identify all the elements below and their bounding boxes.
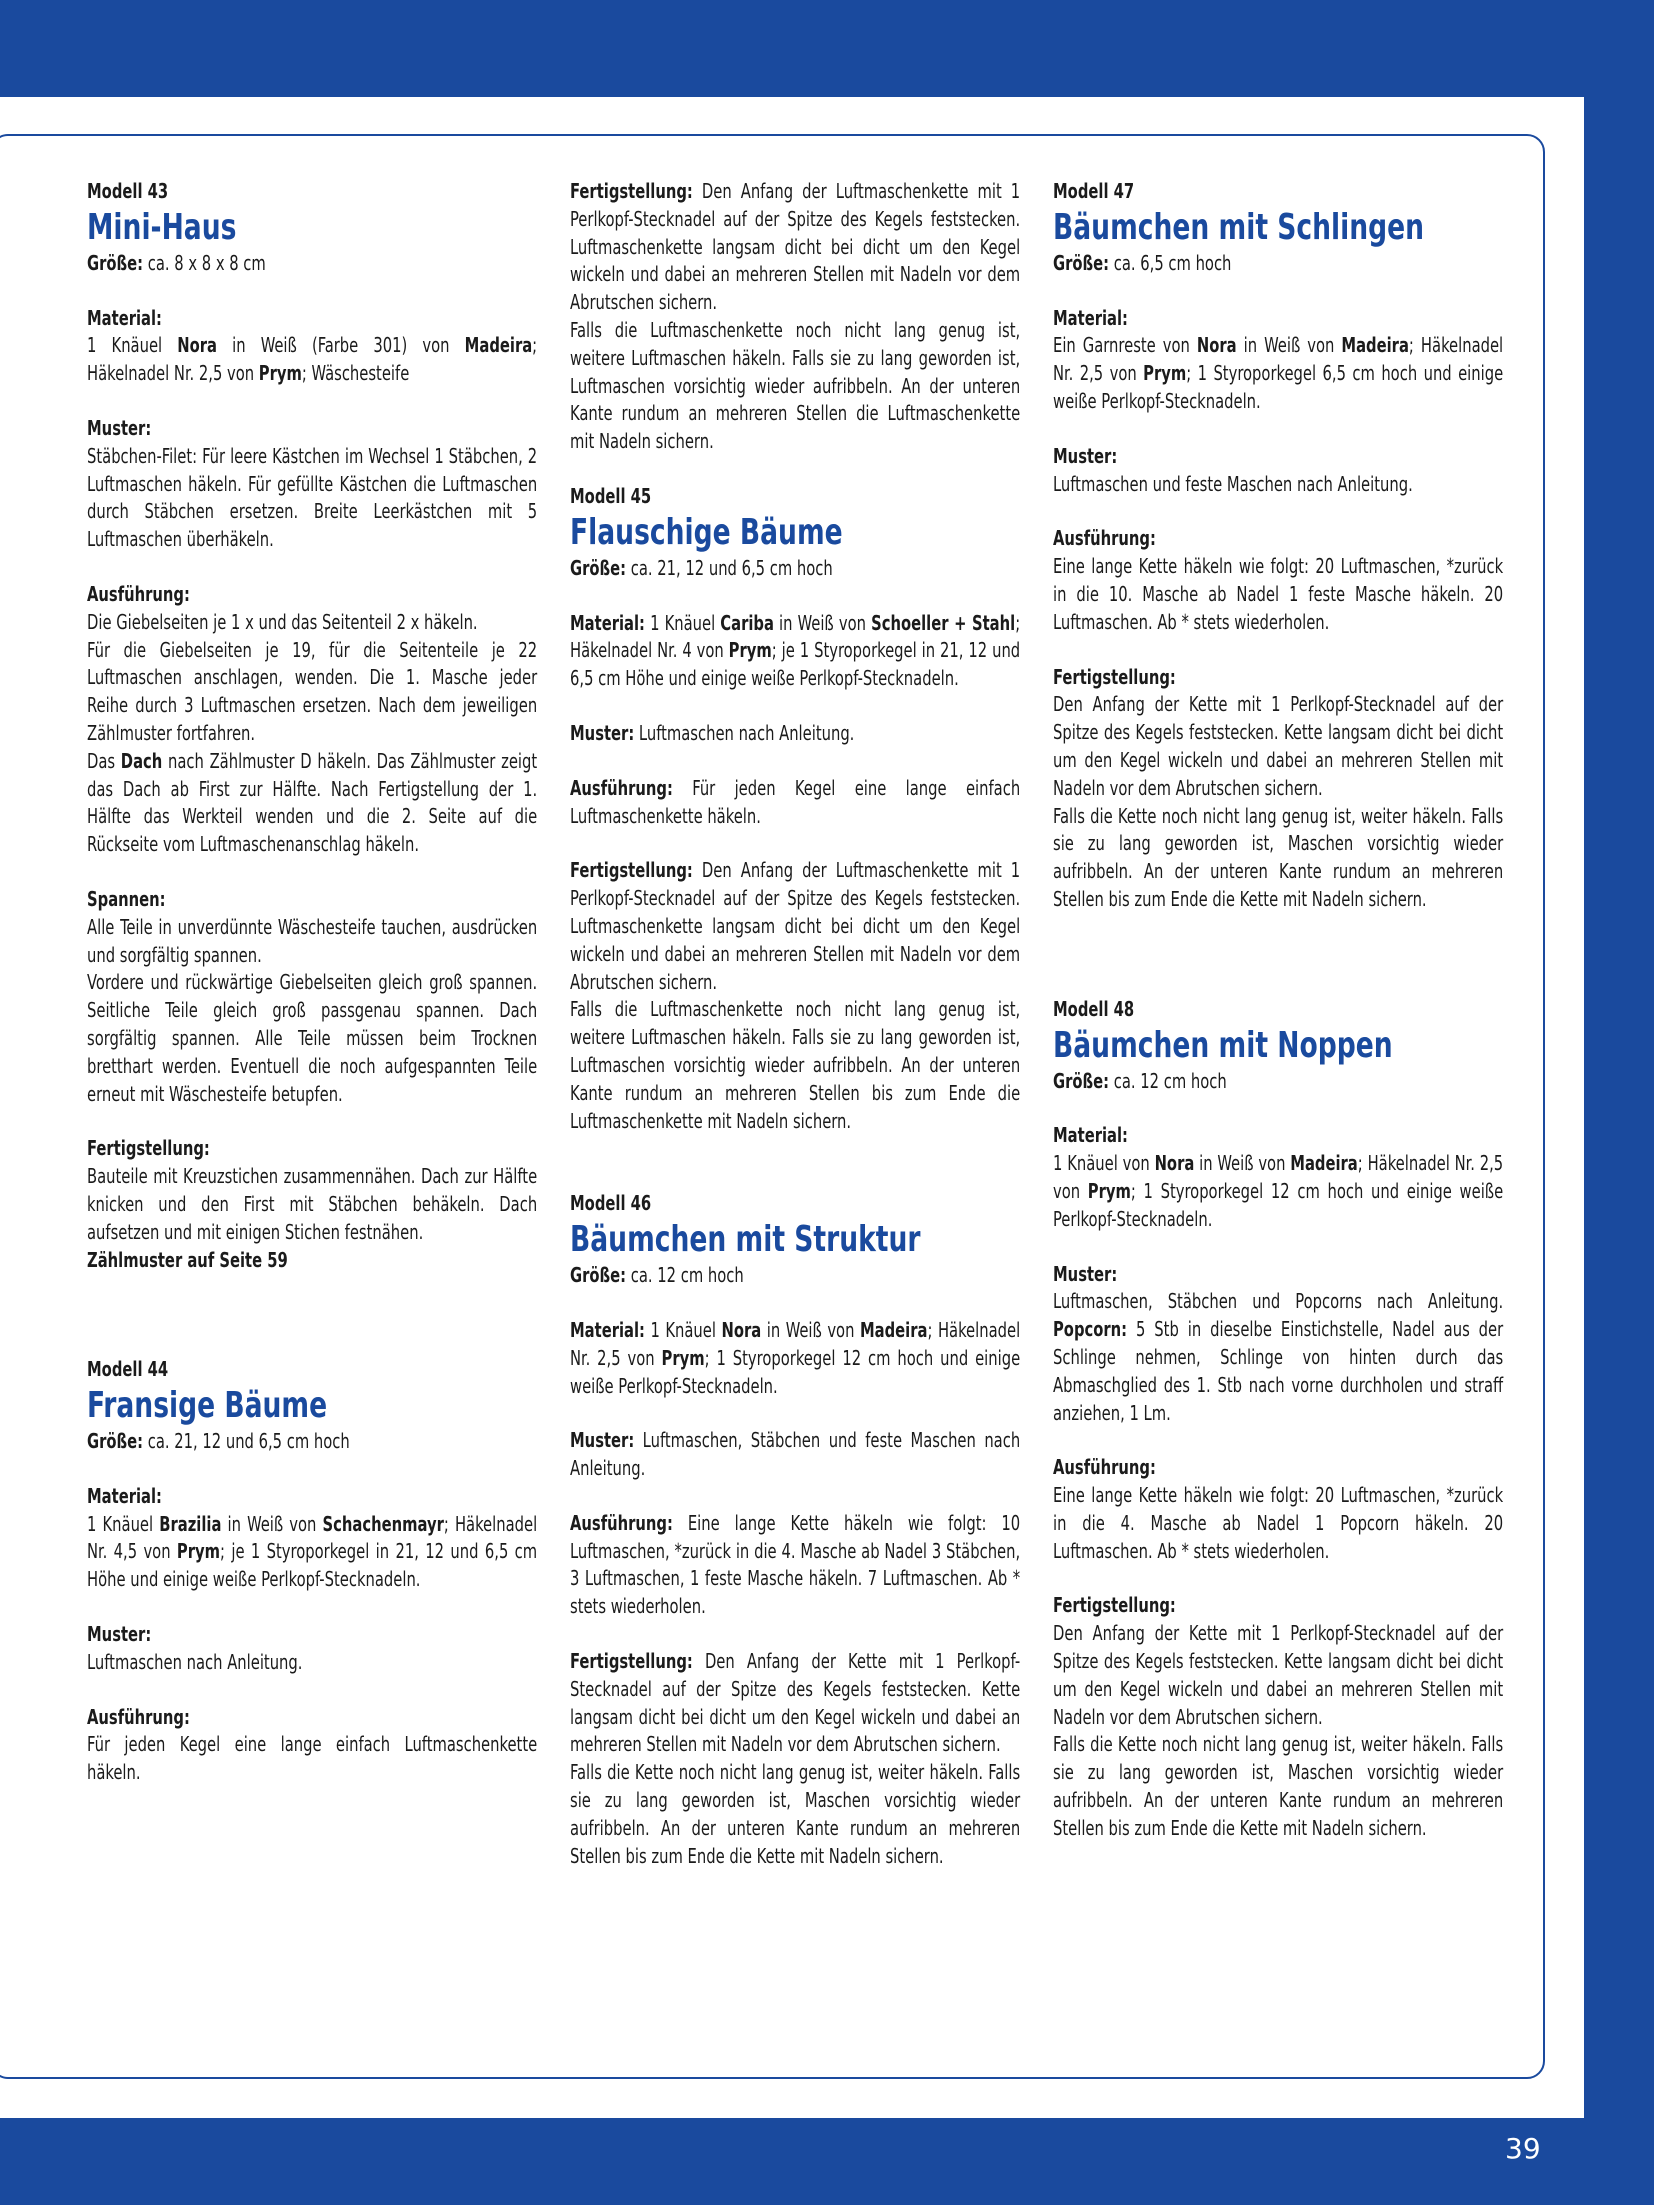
model-title: Fransige Bäume [87,1385,328,1427]
material-heading: Material: [87,305,162,330]
finish-text: Den Anfang der Kette mit 1 Perlkopf-Stecknadel auf der Spitze des Kegels feststecken. Kette langsam dicht bei dicht um den Kegel wickeln und dabei an mehreren Stellen mit Nadeln vor dem Abrutschen sichern. [1053,692,1504,800]
pattern-text: Luftmaschen, Stäbchen und Popcorns nach Anleitung. Popcorn: 5 Stb in dieselbe Einstichstelle, Nadel aus der Schlinge nehmen, Schlinge von hinten durch das Abmaschglied des 1. Stb nach vorne durchholen und straff anziehen, 1 Lm. [1053,1289,1504,1425]
finish-text: Bauteile mit Kreuzstichen zusammennähen. Dach zur Hälfte knicken und den First mit Stäbchen behäkeln. Dach aufsetzen und mit einigen Stichen festnähen. [87,1164,538,1244]
column-3 [1053,178,1503,1843]
execution-text: Die Giebelseiten je 1 x und das Seitenteil 2 x häkeln. [87,609,478,634]
execution-text: Das Dach nach Zählmuster D häkeln. Das Zählmuster zeigt das Dach ab First zur Hälfte. Nach Fertigstellung der 1. Hälfte das Werkteil wenden und die 2. Seite auf die Rückseite vom Luftmaschenanschlag häkeln. [87,748,538,857]
size-line: Größe: ca. 6,5 cm hoch [1053,250,1232,275]
size-line: Größe: ca. 21, 12 und 6,5 cm hoch [570,555,833,580]
tension-text: Vordere und rückwärtige Giebelseiten gleich groß spannen. Seitliche Teile gleich groß passgenau spannen. Dach sorgfältig spannen. Alle Teile müssen beim Trocknen bretthart werden. Eventuell die noch aufgespannten Teile erneut mit Wäschesteife betupfen. [87,970,538,1106]
column-2 [570,178,1020,1870]
material-text: 1 Knäuel von Nora in Weiß von Madeira; Häkelnadel Nr. 2,5 von Prym; 1 Styroporkegel 12 cm hoch und einige weiße Perlkopf-Stecknadeln. [1053,1151,1504,1231]
pattern-text: Luftmaschen und feste Maschen nach Anleitung. [1053,471,1413,496]
chart-reference: Zählmuster auf Seite 59 [87,1247,288,1272]
material-text: Ein Garnreste von Nora in Weiß von Madeira; Häkelnadel Nr. 2,5 von Prym; 1 Styroporkegel 6,5 cm hoch und einige weiße Perlkopf-Stecknadeln. [1053,333,1504,413]
material-text: 1 Knäuel Nora in Weiß (Farbe 301) von Madeira; Häkelnadel Nr. 2,5 von Prym; Wäschesteife [87,333,538,386]
page-number: 39 [1505,2132,1541,2165]
size-line: Größe: ca. 21, 12 und 6,5 cm hoch [87,1429,350,1454]
material-text: Material: 1 Knäuel Nora in Weiß von Madeira; Häkelnadel Nr. 2,5 von Prym; 1 Styroporkegel 12 cm hoch und einige weiße Perlkopf-Stecknadeln. [570,1317,1021,1398]
execution-heading: Ausführung: [1053,526,1156,551]
model-number: Modell 46 [570,1191,652,1216]
material-heading: Material: [87,1483,162,1508]
execution-text: Für die Giebelseiten je 19, für die Seitenteile je 22 Luftmaschen anschlagen, wenden. Die 1. Masche jeder Reihe durch 3 Luftmaschen ersetzen. Nach dem jeweiligen Zählmuster fortfahren. [87,637,538,745]
pattern-text: Muster: Luftmaschen nach Anleitung. [570,720,855,745]
model-title: Bäumchen mit Schlingen [1053,206,1425,248]
model-number: Modell 45 [570,483,652,508]
finish-text: Fertigstellung: Den Anfang der Luftmaschenkette mit 1 Perlkopf-Stecknadel auf der Spitze des Kegels feststecken. Luftmaschenkette langsam dicht bei dicht um den Kegel wickeln und dabei an mehreren Stellen mit Nadeln vor dem Abrutschen sichern. [570,858,1021,994]
material-heading: Material: [1053,305,1128,330]
finish-text: Den Anfang der Kette mit 1 Perlkopf-Stecknadel auf der Spitze des Kegels feststecken. Kette langsam dicht bei dicht um den Kegel wickeln und dabei an mehreren Stellen mit Nadeln vor dem Abrutschen sichern. [1053,1621,1504,1729]
execution-text: Eine lange Kette häkeln wie folgt: 20 Luftmaschen, *zurück in die 4. Masche ab Nadel 1 Popcorn häkeln. 20 Luftmaschen. Ab * stets wiederholen. [1053,1483,1504,1563]
execution-heading: Ausführung: [1053,1455,1156,1480]
model-number: Modell 47 [1053,179,1135,203]
size-line: Größe: ca. 12 cm hoch [1053,1068,1227,1093]
pattern-heading: Muster: [1053,1261,1118,1286]
finish-text: Fertigstellung: Den Anfang der Luftmaschenkette mit 1 Perlkopf-Stecknadel auf der Spitze des Kegels feststecken. Luftmaschenkette langsam dicht bei dicht um den Kegel wickeln und dabei an mehreren Stellen mit Nadeln vor dem Abrutschen sichern. [570,179,1021,315]
pattern-heading: Muster: [1053,443,1118,468]
finish-heading: Fertigstellung: [1053,1593,1176,1618]
finish-text: Fertigstellung: Den Anfang der Kette mit 1 Perlkopf-Stecknadel auf der Spitze des Kegels feststecken. Kette langsam dicht bei dicht um den Kegel wickeln und dabei an mehreren Stellen mit Nadeln vor dem Abrutschen sichern. [570,1649,1021,1757]
execution-heading: Ausführung: [87,1704,190,1729]
pattern-heading: Muster: [87,415,152,440]
pattern-text: Muster: Luftmaschen, Stäbchen und feste Maschen nach Anleitung. [570,1428,1021,1481]
execution-heading: Ausführung: [87,581,190,606]
execution-text: Für jeden Kegel eine lange einfach Luftmaschenkette häkeln. [87,1732,538,1785]
finish-text: Falls die Kette noch nicht lang genug ist, weiter häkeln. Falls sie zu lang geworden ist, Maschen vorsichtig wieder aufribbeln. An der unteren Kante rundum an mehreren Stellen bis zum Ende die Kette mit Nadeln sichern. [1053,1732,1504,1840]
size-line: Größe: ca. 12 cm hoch [570,1263,744,1288]
execution-text: Ausführung: Für jeden Kegel eine lange einfach Luftmaschenkette häkeln. [570,775,1021,828]
execution-text: Eine lange Kette häkeln wie folgt: 20 Luftmaschen, *zurück in die 10. Masche ab Nadel 1 feste Masche häkeln. 20 Luftmaschen. Ab * stets wiederholen. [1053,554,1504,634]
material-heading: Material: [1053,1123,1128,1148]
finish-text: Falls die Kette noch nicht lang genug ist, weiter häkeln. Falls sie zu lang geworden ist, Maschen vorsichtig wieder aufribbeln. An der unteren Kante rundum an mehreren Stellen bis zum Ende die Kette mit Nadeln sichern. [570,1760,1021,1868]
tension-heading: Spannen: [87,886,166,911]
model-title: Flauschige Bäume [570,511,843,553]
pattern-text: Luftmaschen nach Anleitung. [87,1649,303,1674]
pattern-text: Stäbchen-Filet: Für leere Kästchen im Wechsel 1 Stäbchen, 2 Luftmaschen häkeln. Für gefüllte Kästchen die Luftmaschen durch Stäbchen ersetzen. Breite Leerkästchen mit 5 Luftmaschen überhäkeln. [87,443,538,552]
model-title: Mini-Haus [87,206,237,248]
model-title: Bäumchen mit Noppen [1053,1024,1393,1066]
finish-text: Falls die Luftmaschenkette noch nicht lang genug ist, weitere Luftmaschen häkeln. Falls sie zu lang geworden ist, Luftmaschen vorsichtig wieder aufribbeln. An der unteren Kante rundum an mehreren Stellen bis zum Ende die Luftmaschenkette mit Nadeln sichern. [570,997,1021,1133]
material-text: Material: 1 Knäuel Cariba in Weiß von Schoeller + Stahl; Häkelnadel Nr. 4 von Prym; je 1 Styroporkegel in 21, 12 und 6,5 cm Höhe und einige weiße Perlkopf-Stecknadeln. [570,610,1021,691]
finish-heading: Fertigstellung: [1053,664,1176,689]
finish-text: Falls die Luftmaschenkette noch nicht lang genug ist, weitere Luftmaschen häkeln. Falls sie zu lang geworden ist, Luftmaschen vorsichtig wieder aufribbeln. An der unteren Kante rundum an mehreren Stellen die Luftmaschenkette mit Nadeln sichern. [570,317,1021,454]
column-1 [87,178,537,1787]
tension-text: Alle Teile in unverdünnte Wäschesteife tauchen, ausdrücken und sorgfältig spannen. [87,914,538,967]
model-number: Modell 44 [87,1357,169,1382]
model-number: Modell 48 [1053,996,1135,1021]
finish-text: Falls die Kette noch nicht lang genug ist, weiter häkeln. Falls sie zu lang geworden ist, Maschen vorsichtig wieder aufribbeln. An der unteren Kante rundum an mehreren Stellen bis zum Ende die Kette mit Nadeln sichern. [1053,803,1504,911]
model-number: Modell 43 [87,179,169,203]
material-text: 1 Knäuel Brazilia in Weiß von Schachenmayr; Häkelnadel Nr. 4,5 von Prym; je 1 Styroporkegel in 21, 12 und 6,5 cm Höhe und einige weiße Perlkopf-Stecknadeln. [87,1511,538,1592]
finish-heading: Fertigstellung: [87,1136,210,1161]
execution-text: Ausführung: Eine lange Kette häkeln wie folgt: 10 Luftmaschen, *zurück in die 4. Masche ab Nadel 3 Stäbchen, 3 Luftmaschen, 1 feste Masche häkeln. 7 Luftmaschen. Ab * stets wiederholen. [570,1510,1021,1619]
model-title: Bäumchen mit Struktur [570,1219,921,1261]
pattern-heading: Muster: [87,1622,152,1647]
size-line: Größe: ca. 8 x 8 x 8 cm [87,250,266,275]
